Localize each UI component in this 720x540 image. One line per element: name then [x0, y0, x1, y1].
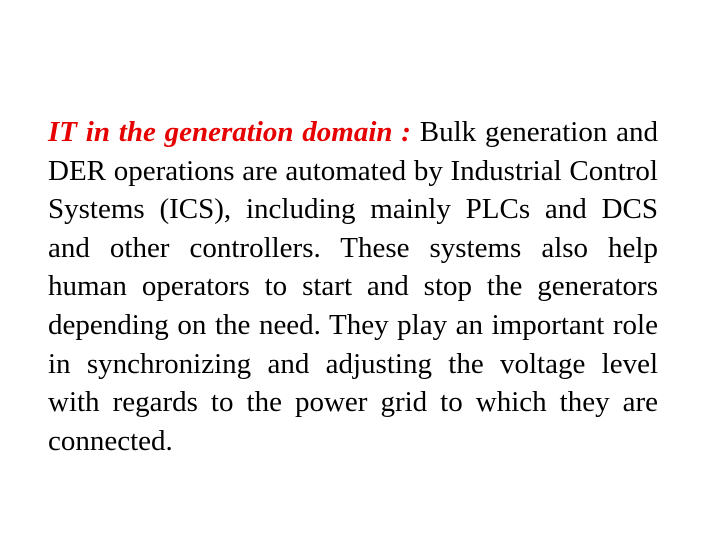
paragraph-lead-heading: IT in the generation domain : [48, 116, 411, 148]
paragraph-body-text: Bulk generation and DER operations are automated by Industrial Control Systems (ICS), including mainly PLCs and DCS and other controllers. These systems also help human operators to start and stop the generators depending on the need. They play an important role in synchronizing and adjusting the voltage level with regards to the power grid to which they are connected. [48, 116, 658, 457]
body-paragraph [48, 113, 658, 460]
